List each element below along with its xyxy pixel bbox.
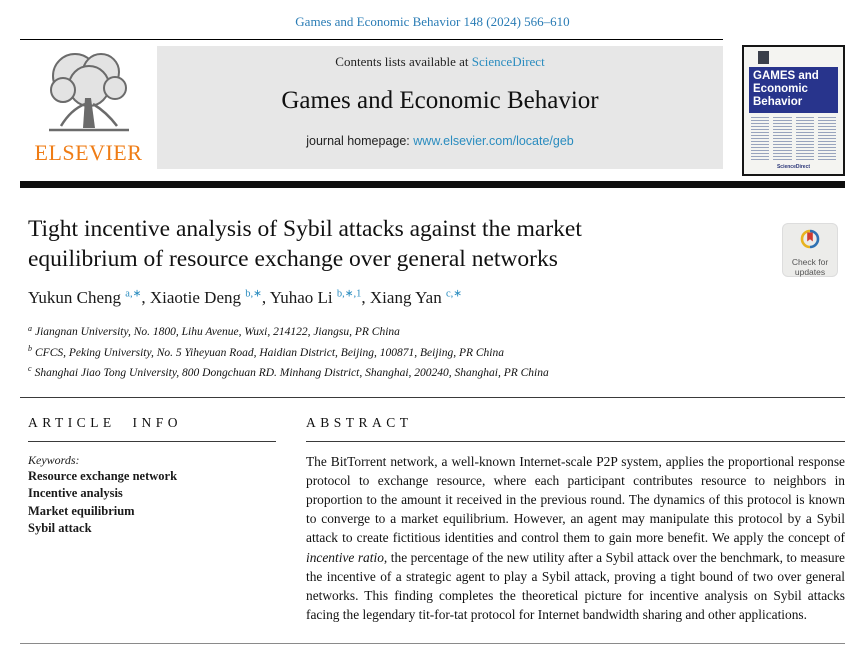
masthead [20,39,845,176]
article-info-column [28,415,276,625]
author-affil-marker[interactable]: c,∗ [445,288,463,299]
abstract-column [306,415,845,625]
abstract-part2: , the percentage of the new utility after a Sybil attack over the benchmark, to measure the incentive of a strategic agent to play a Sybil attack, proving a tight bound of two over general networks. This finding completes the theoretical picture for incentive analysis on Sybil attacks facing the legendary tit-for-tat protocol for Internet bandwidth sharing and other applications. [306,549,846,623]
author-affil-marker[interactable]: a,∗ [125,288,142,299]
affiliation-text: Jiangnan University, No. 1800, Lihu Avenue, Wuxi, 214122, Jiangsu, PR China [35,326,400,339]
article-info-header: ARTICLE INFO [28,414,183,430]
affiliation-marker: c [28,364,32,374]
elsevier-wordmark: ELSEVIER [34,140,143,165]
author-name: Yukun Cheng [28,287,122,307]
author [28,288,146,307]
cover-title-line1: GAMES and [753,70,819,82]
badge-line2: updates [794,266,826,277]
author-name: Xiang Yan [369,287,442,307]
check-updates-label [783,258,837,278]
author-name: Xiaotie Deng [149,287,241,307]
author [150,288,266,307]
keyword: Resource exchange network [28,468,178,483]
abstract-italic-phrase: incentive ratio [306,549,384,565]
author-list [28,287,845,308]
keyword: Sybil attack [28,521,92,536]
check-for-updates-badge[interactable] [783,224,837,276]
keyword: Market equilibrium [28,503,135,518]
cover-sciencedirect-mark: ScienceDirect [776,163,811,170]
affiliation [28,321,845,341]
cover-editor-col [796,117,814,161]
elsevier-tree-icon [37,46,141,138]
page-footer-rule [20,643,845,644]
cover-elsevier-mark-icon [758,51,769,64]
cover-editor-col [751,117,769,161]
title-line2: equilibrium of resource exchange over general networks [28,246,558,272]
cover-editor-col [773,117,791,161]
affiliation-marker: b [28,343,32,353]
journal-citation-link[interactable]: Games and Economic Behavior 148 (2024) 566–610 [295,14,570,29]
masthead-box [157,46,723,169]
journal-cover-thumbnail[interactable] [742,45,845,176]
sciencedirect-link[interactable]: ScienceDirect [471,54,545,69]
affiliation [28,341,845,361]
author [370,288,462,307]
abstract-part1: The BitTorrent network, a well-known Internet-scale P2P system, applies the proportional response protocol to exchange resource, where each participant contributes resource to neighbors in proportion to the amount it received in the previous round. The dynamics of this protocol is known to converge to a market equilibrium. However, an agent may manipulate this protocol by a Sybil attack to create fictitious identities and control them to gain more benefit. We apply the concept of [306,453,845,546]
cover-title-box [749,67,838,113]
check-updates-icon [798,228,822,252]
author-separator: , [261,287,267,307]
author-separator: , [361,287,366,307]
title-line1: Tight incentive analysis of Sybil attacks against the market [28,216,582,242]
homepage-line [157,134,723,148]
affiliation [28,361,845,381]
cover-title-line3: Behavior [753,95,803,108]
affiliation-marker: a [28,323,32,333]
author [270,288,366,307]
keyword: Incentive analysis [28,486,123,501]
elsevier-logo [20,40,157,169]
article-title [28,214,728,274]
author-name: Yuhao Li [269,287,333,307]
author-separator: , [141,287,146,307]
homepage-url-link[interactable]: www.elsevier.com/locate/geb [413,134,574,148]
contents-line [157,54,723,70]
abstract-text [306,452,845,625]
article-info-rule [28,441,276,442]
journal-title: Games and Economic Behavior [281,87,599,114]
affiliation-list [28,321,845,382]
affiliation-text: CFCS, Peking University, No. 5 Yiheyuan Road, Haidian District, Beijing, 100871, Beijing, PR China [35,346,505,359]
cover-title-line2: Economic [753,82,808,95]
cover-editor-columns [749,117,838,161]
abstract-header: ABSTRACT [306,414,413,430]
masthead-divider-bar [20,181,845,188]
masthead-main [20,39,723,169]
info-abstract-columns [28,398,845,625]
cover-editor-col [818,117,836,161]
author-affil-marker[interactable]: b,∗,1 [336,288,362,299]
contents-prefix: Contents lists available at [335,54,472,69]
author-affil-marker[interactable]: b,∗ [245,288,262,299]
badge-line1: Check for [791,257,829,267]
homepage-prefix: journal homepage: [306,134,414,148]
article-header [28,214,845,382]
affiliation-text: Shanghai Jiao Tong University, 800 Dongchuan RD. Minhang District, Shanghai, 200240, Shanghai, PR China [34,367,549,380]
keywords-label: Keywords: [28,452,80,467]
abstract-rule [306,441,845,442]
